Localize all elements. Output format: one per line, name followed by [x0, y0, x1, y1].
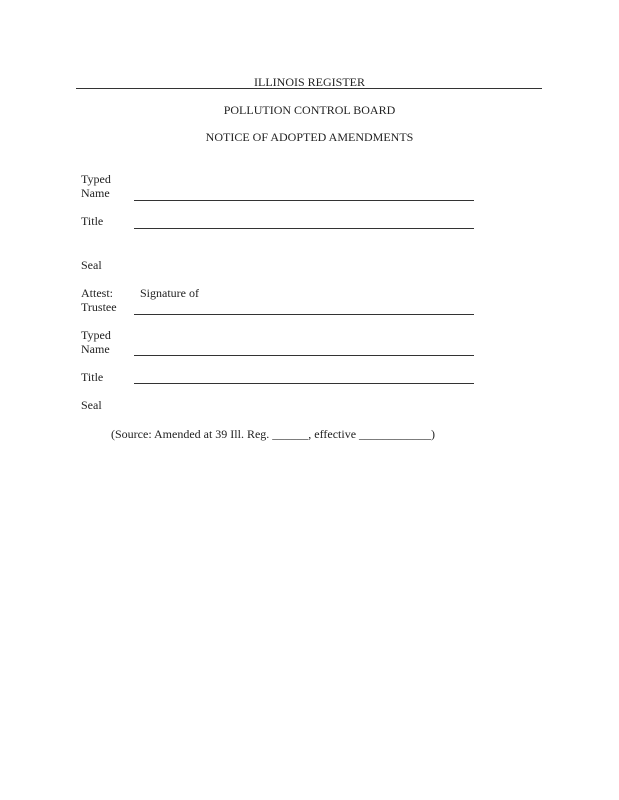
- source-note: (Source: Amended at 39 Ill. Reg. ______, effective ____________): [111, 427, 436, 441]
- seal-1-label: Seal: [81, 258, 102, 272]
- title-1-label: Title: [81, 214, 104, 228]
- signature-line[interactable]: [134, 314, 474, 315]
- typed-name-2-line[interactable]: [134, 355, 474, 356]
- title-1-line[interactable]: [134, 228, 474, 229]
- seal-2-label: Seal: [81, 398, 102, 412]
- title-2-line[interactable]: [134, 383, 474, 384]
- notice-title: NOTICE OF ADOPTED AMENDMENTS: [205, 130, 414, 144]
- title-2-label: Title: [81, 370, 104, 384]
- name-label: Name: [81, 186, 110, 200]
- header-rule: [76, 88, 542, 89]
- attest-text: Attest:: [81, 286, 113, 300]
- typed-name-1-line[interactable]: [134, 200, 474, 201]
- typed-label: Typed: [81, 172, 111, 186]
- trustee-text: Trustee: [81, 300, 117, 314]
- typed-label: Typed: [81, 328, 111, 342]
- register-title: ILLINOIS REGISTER: [254, 75, 365, 89]
- board-name: POLLUTION CONTROL BOARD: [223, 103, 396, 117]
- signature-of-label: Signature of: [140, 286, 199, 300]
- name-label: Name: [81, 342, 110, 356]
